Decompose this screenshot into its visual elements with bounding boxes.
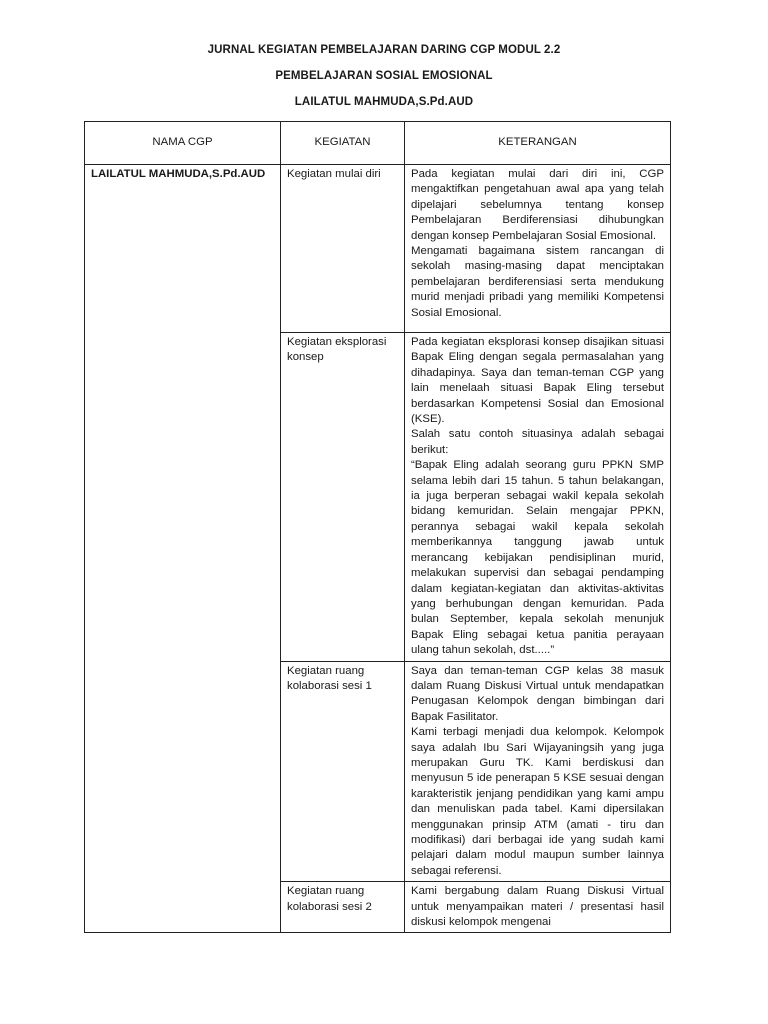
document-subtitle: PEMBELAJARAN SOSIAL EMOSIONAL <box>275 70 493 82</box>
table-row <box>85 165 671 333</box>
activity-cell: Kegiatan ruang kolaborasi sesi 2 <box>281 882 405 933</box>
description-paragraph: Mengamati bagaimana sistem rancangan di sekolah masing-masing dapat menciptakan pembelajaran berdiferensiasi serta mendukung murid menjadi pribadi yang memiliki Kompetensi Sosial Emosional. <box>411 245 664 319</box>
activity-cell: Kegiatan eksplorasi konsep <box>281 333 405 662</box>
description-paragraph: Pada kegiatan mulai dari diri ini, CGP mengaktifkan pengetahuan awal apa yang telah dipelajari sebelumnya tentang konsep Pembelajaran Berdiferensiasi dihubungkan dengan konsep Pembelajaran Sosial Emosional. <box>411 168 664 242</box>
column-header-nama-cgp: NAMA CGP <box>85 122 281 165</box>
description-paragraph: Pada kegiatan eksplorasi konsep disajikan situasi Bapak Eling dengan segala permasalahan yang dihadapinya. Saya dan teman-teman CGP yang lain menelaah situasi Bapak Eling tersebut berdasarkan Kompetensi Sosial dan Emosional (KSE). <box>411 336 664 426</box>
document-author: LAILATUL MAHMUDA,S.Pd.AUD <box>294 96 474 108</box>
description-paragraph: Salah satu contoh situasinya adalah sebagai berikut: <box>411 428 664 456</box>
journal-table <box>84 121 671 933</box>
description-cell <box>405 165 671 333</box>
document-title: JURNAL KEGIATAN PEMBELAJARAN DARING CGP MODUL 2.2 <box>207 44 561 56</box>
description-paragraph: Kami bergabung dalam Ruang Diskusi Virtual untuk menyampaikan materi / presentasi hasil diskusi kelompok mengenai <box>411 885 664 929</box>
description-paragraph: “Bapak Eling adalah seorang guru PPKN SMP selama lebih dari 15 tahun. 5 tahun belakangan, ia juga berperan sebagai wakil kepala sekolah bidang kemuridan. Selain mengajar PPKN, perannya sebagai wakil kepala sekolah memberikannya tanggung jawab untuk merancang kebijakan pendisiplinan murid, melakukan supervisi dan sebagai pendamping dalam kegiatan-kegiatan dan aktivitas-aktivitas yang berhubungan dengan kemuridan. Pada bulan September, kepala sekolah menunjuk Bapak Eling sebagai ketua panitia perayaan ulang tahun sekolah, dst.....” <box>411 459 664 657</box>
description-paragraph: Kami terbagi menjadi dua kelompok. Kelompok saya adalah Ibu Sari Wijayaningsih yang juga merupakan Guru TK. Kami berdiskusi dan menyusun 5 ide penerapan 5 KSE sesuai dengan karakteristik jenjang pendidikan yang kami ampu dan menuliskan pada tabel. Kami dipersilakan menggunakan prinsip ATM (amati - tiru dan modifikasi) dari berbagai ide yang sudah kami pelajari dalam modul maupun sumber lainnya sebagai referensi. <box>411 726 664 877</box>
description-cell <box>405 661 671 882</box>
activity-cell: Kegiatan mulai diri <box>281 165 405 333</box>
column-header-kegiatan: KEGIATAN <box>281 122 405 165</box>
cgp-name-cell: LAILATUL MAHMUDA,S.Pd.AUD <box>85 165 281 933</box>
table-header-row <box>85 122 671 165</box>
activity-cell: Kegiatan ruang kolaborasi sesi 1 <box>281 661 405 882</box>
description-cell <box>405 882 671 933</box>
description-cell <box>405 333 671 662</box>
description-paragraph: Saya dan teman-teman CGP kelas 38 masuk dalam Ruang Diskusi Virtual untuk mendapatkan Penugasan Kelompok dengan bimbingan dari Bapak Fasilitator. <box>411 664 664 723</box>
column-header-keterangan: KETERANGAN <box>405 122 671 165</box>
